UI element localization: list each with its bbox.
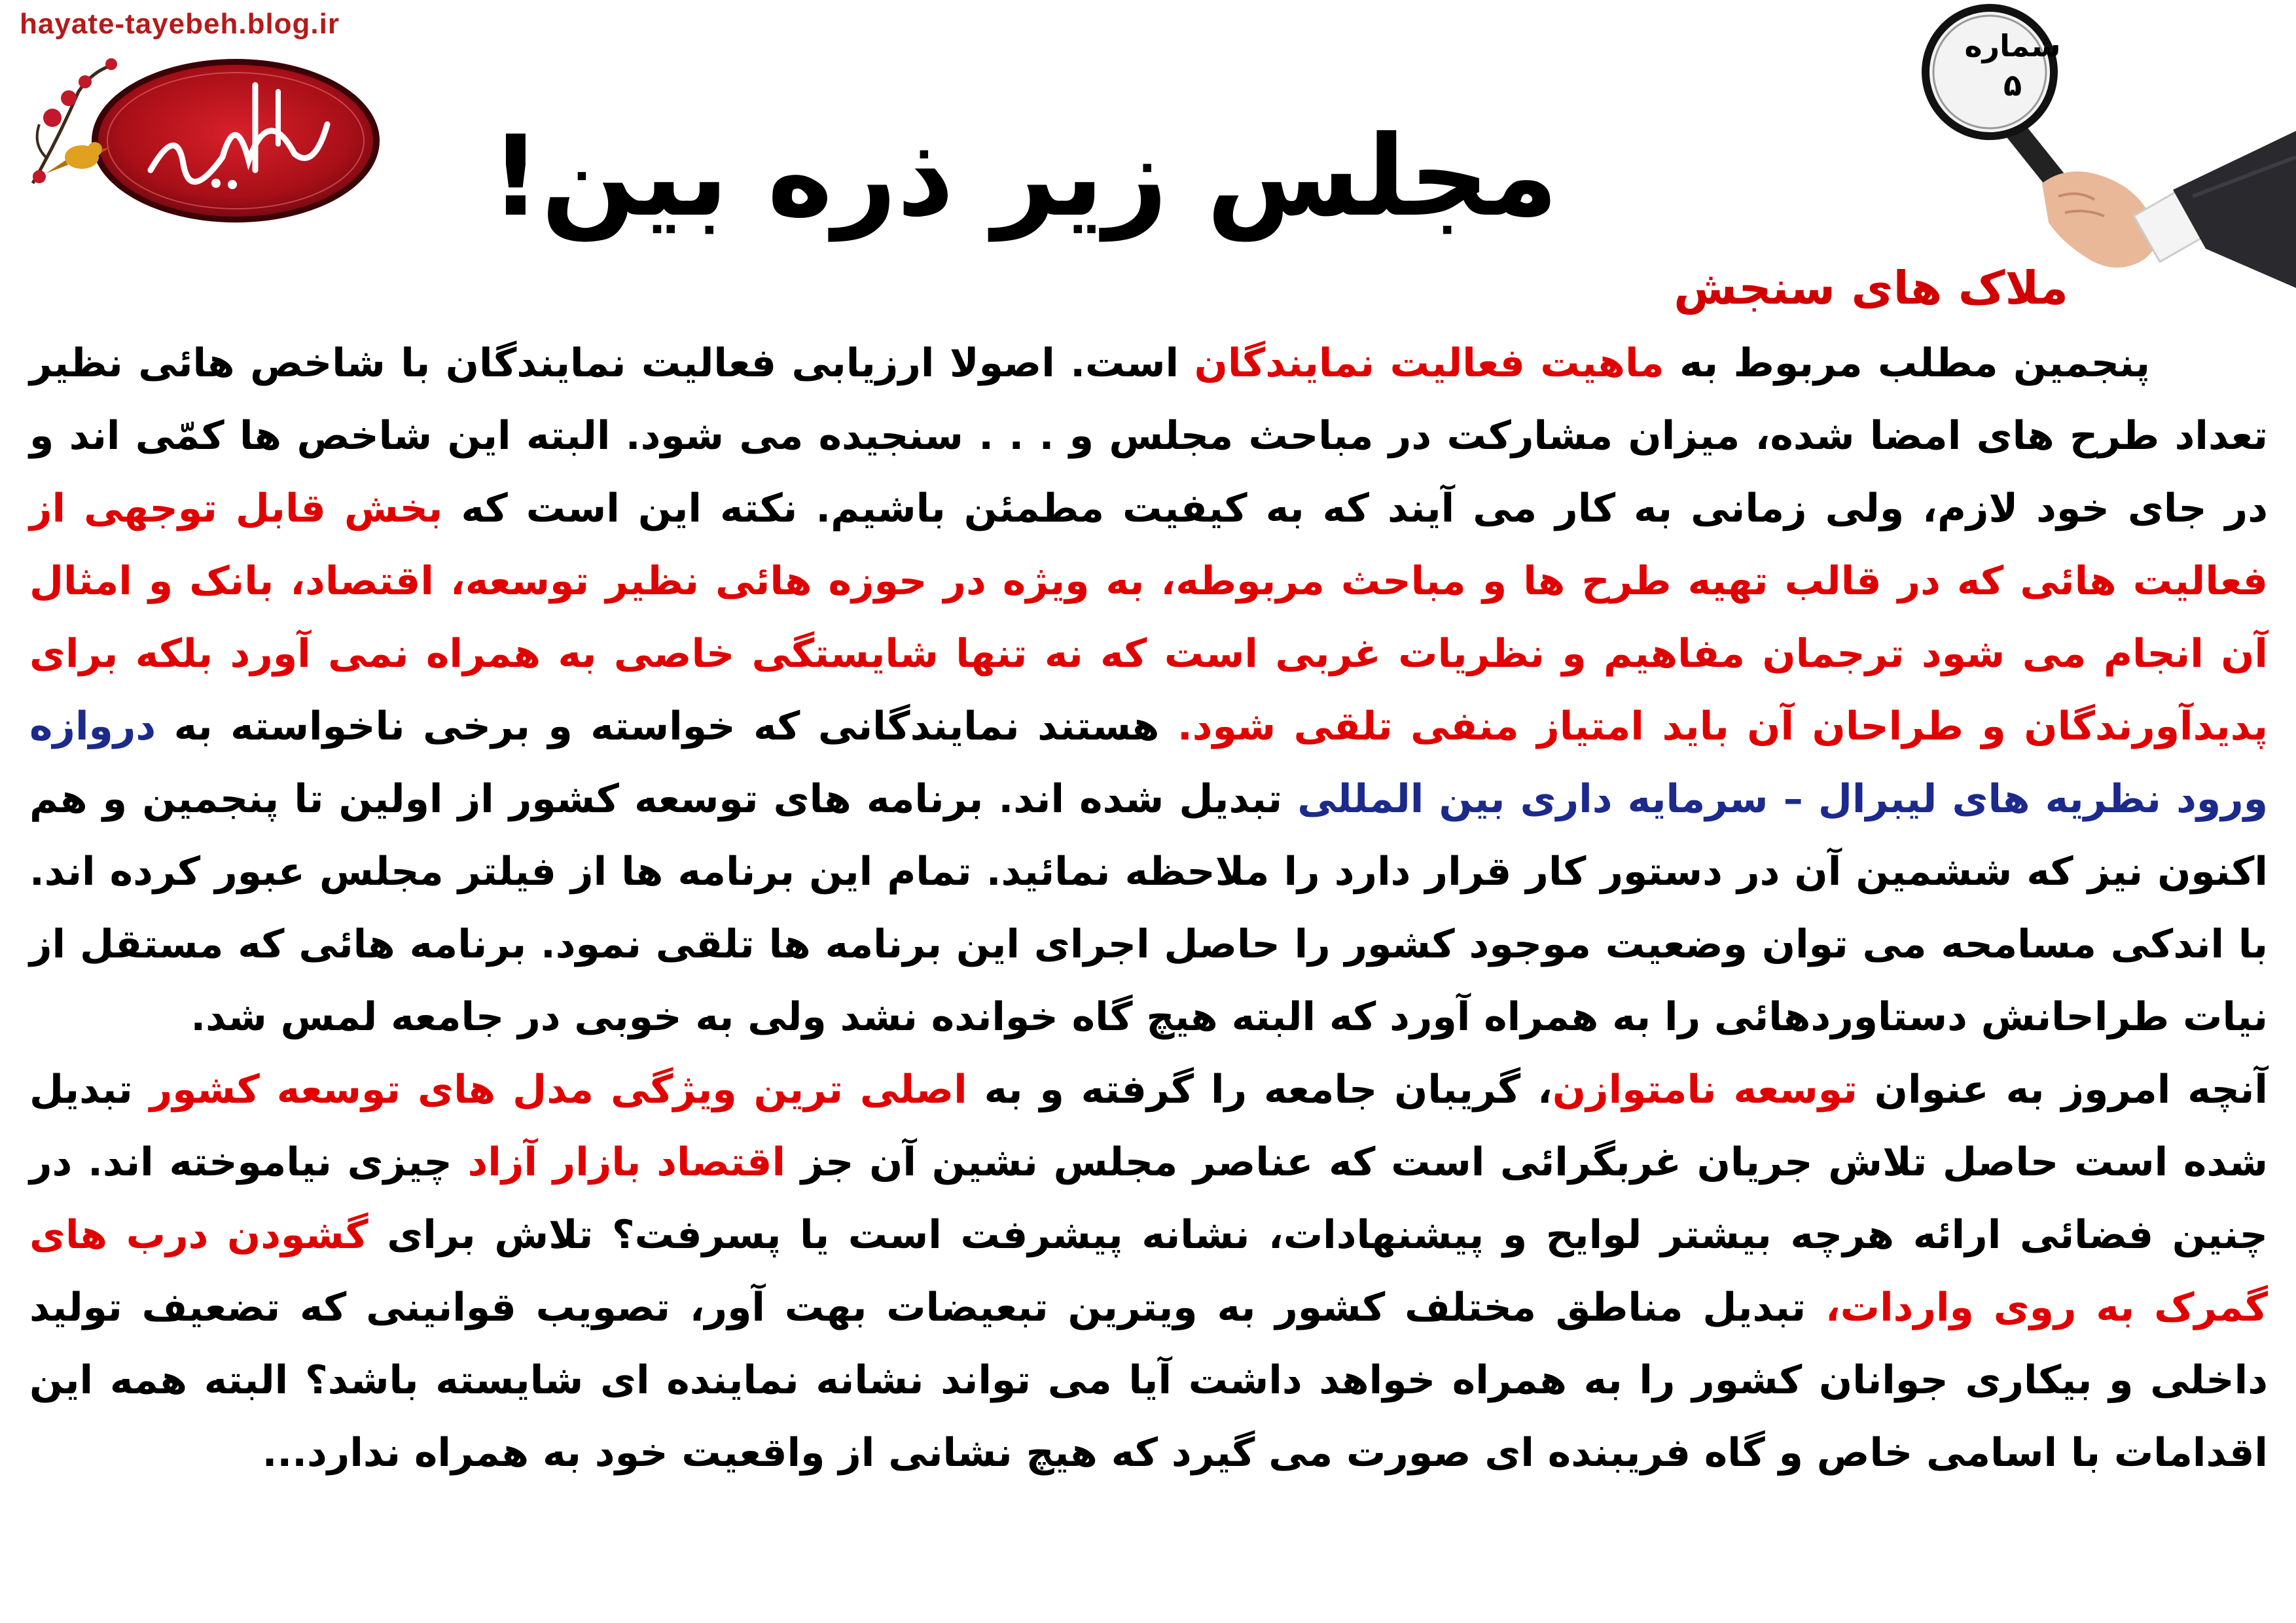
article-body: [29, 327, 2268, 1489]
site-url[interactable]: hayate-tayebeh.blog.ir: [20, 8, 340, 40]
highlight-red: بخش قابل توجهی از فعالیت هائی که در قالب تهیه طرح ها و مباحث مربوطه، به ویژه در حوزه هائی نظیر توسعه، اقتصاد، بانک و امثال آن انجام می شود ترجمان مفاهیم و نظریات غربی است که نه تنها شایستگی خاصی به همراه نمی آورد بلکه برای پدیدآورندگان و طراحان آن باید امتیاز منفی تلقی شود.: [29, 486, 2268, 749]
highlight-red: توسعه نامتوازن: [1552, 1067, 1857, 1113]
text-segment: تبدیل شده اند. برنامه های توسعه کشور از اولین تا پنجمین و هم اکنون نیز که ششمین آن در دستور کار قرار دارد را ملاحظه نمائید. تمام این برنامه ها از فیلتر مجلس عبور کرده اند. با اندکی مسامحه می توان وضعیت موجود کشور را حاصل اجرای این برنامه ها تلقی نمود. برنامه هائی که مستقل از نیات طراحانش دستاوردهائی را به همراه آورد که البته هیچ گاه خوانده نشد ولی به خوبی در جامعه لمس شد.: [29, 776, 2268, 1040]
issue-badge: [1957, 26, 2068, 105]
issue-number: ۵: [2003, 67, 2022, 103]
highlight-blue: دروازه ورود نظریه های لیبرال – سرمایه داری بین المللی: [29, 704, 2268, 822]
highlight-red: اقتصاد بازار آزاد: [467, 1139, 786, 1185]
article-paragraph-1: [29, 327, 2268, 1054]
article-paragraph-2: [29, 1054, 2268, 1489]
page-title: مجلس زیر ذره بین!: [490, 112, 1558, 241]
text-segment: پنجمین مطلب مربوط به: [1664, 340, 2151, 386]
text-segment: است. اصولا ارزیابی فعالیت نمایندگان با شاخص هائی نظیر تعداد طرح های امضا شده، میزان مشارکت در مباحث مجلس و . . . سنجیده می شود. البته این شاخص ها کمّی اند و در جای خود لازم، ولی زمانی به کار می آیند که به کیفیت مطمئن باشیم. نکته این است که: [29, 340, 2268, 531]
issue-label: شماره: [1964, 28, 2061, 63]
section-subheading: ملاک های سنجش: [1674, 261, 2068, 315]
text-segment: آنچه امروز به عنوان: [1857, 1067, 2268, 1113]
highlight-red: ماهیت فعالیت نمایندگان: [1194, 340, 1664, 386]
highlight-red: گشودن درب های گمرک به روی واردات،: [29, 1212, 2268, 1330]
logo: [20, 46, 386, 229]
text-segment: تبدیل مناطق مختلف کشور به ویترین تبعیضات بهت آور، تصویب قوانینی که تضعیف تولید داخلی و بیکاری جوانان کشور را به همراه خواهد داشت آیا می تواند نشانه نماینده ای شایسته باشد؟ البته همه این اقدامات با اسامی خاص و گاه فریبنده ای صورت می گیرد که هیچ نشانی از واقعیت خود به همراه ندارد...: [29, 1285, 2268, 1476]
logo-emblem-icon: [20, 46, 386, 229]
text-segment: تبدیل شده است حاصل تلاش جریان غربگرائی است که عناصر مجلس نشین آن جز: [29, 1067, 2269, 1185]
text-segment: چیزی نیاموخته اند. در چنین فضائی ارائه هرچه بیشتر لوایح و پیشنهادات، نشانه پیشرفت است یا پسرفت؟ تلاش برای: [29, 1139, 2268, 1258]
highlight-red: اصلی ترین ویژگی مدل های توسعه کشور: [149, 1067, 967, 1113]
text-segment: هستند نمایندگانی که خواسته و برخی ناخواسته به: [156, 704, 1177, 749]
text-segment: ، گریبان جامعه را گرفته و به: [967, 1067, 1552, 1113]
